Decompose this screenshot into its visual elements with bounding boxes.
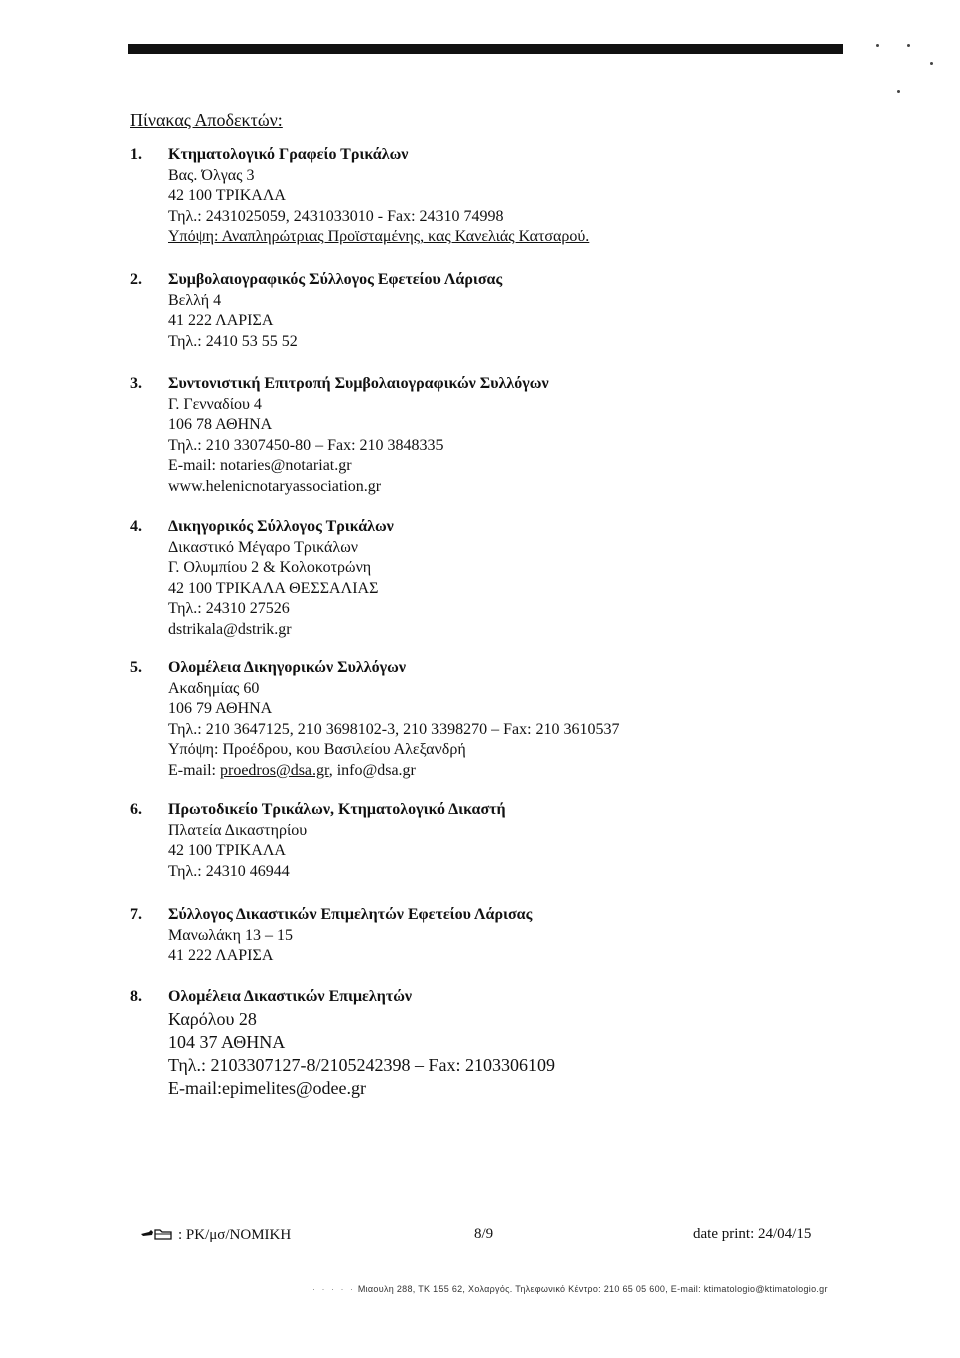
entry-number: 3.: [130, 375, 142, 392]
phone-line: Τηλ.: 210 3307450-80 – Fax: 210 3848335: [168, 436, 444, 454]
phone-line: Τηλ.: 2103307127-8/2105242398 – Fax: 2103306109: [168, 1054, 555, 1075]
address-line: 42 100 ΤΡΙΚΑΛΑ ΘΕΣΣΑΛΙΑΣ: [168, 579, 379, 597]
attention-line: Υπόψη: Προέδρου, κου Βασιλείου Αλεξανδρή: [168, 741, 466, 759]
address-line: Δικαστικό Μέγαρο Τρικάλων: [168, 538, 358, 556]
address-line: 42 100 ΤΡΙΚΑΛΑ: [168, 187, 286, 205]
address-line: 104 37 ΑΘΗΝΑ: [168, 1031, 286, 1052]
address-line: 41 222 ΛΑΡΙΣΑ: [168, 947, 274, 965]
phone-line: Τηλ.: 210 3647125, 210 3698102-3, 210 3398270 – Fax: 210 3610537: [168, 720, 620, 738]
top-scan-bar: [128, 44, 843, 54]
entry-name: Συμβολαιογραφικός Σύλλογος Εφετείου Λάρισας: [168, 271, 503, 288]
recipient-entry-8: [130, 987, 555, 1100]
attention-line: Υπόψη: Αναπληρώτριας Προϊσταμένης, κας Κανελιάς Κατσαρού.: [168, 228, 590, 246]
recipients-table-title: Πίνακας Αποδεκτών:: [130, 110, 283, 130]
address-line: Μανωλάκη 13 – 15: [168, 926, 293, 944]
footer-contact-strip: [312, 1284, 828, 1294]
entry-name: Συντονιστική Επιτροπή Συμβολαιογραφικών Συλλόγων: [168, 375, 549, 392]
address-line: 106 78 ΑΘΗΝΑ: [168, 416, 273, 434]
entry-number: 5.: [130, 659, 142, 676]
recipient-entry-3: [130, 374, 549, 498]
address-line: Πλατεία Δικαστηρίου: [168, 821, 308, 839]
date-print: date print: 24/04/15: [693, 1226, 812, 1242]
entry-name: Δικηγορικός Σύλλογος Τρικάλων: [168, 518, 394, 535]
entry-number: 7.: [130, 906, 142, 923]
email-secondary: , info@dsa.gr: [328, 761, 416, 779]
entry-number: 2.: [130, 271, 142, 288]
pointing-hand-folder-icon: [140, 1226, 174, 1245]
address-line: 106 79 ΑΘΗΝΑ: [168, 700, 273, 718]
recipient-entry-1: [130, 145, 589, 248]
entry-number: 1.: [130, 146, 142, 163]
scan-speck: [897, 90, 900, 93]
strip-dots: · · · · ·: [312, 1284, 355, 1294]
strip-text: Μιαουλη 288, ΤΚ 155 62, Χολαργός. Τηλεφωνικό Κέντρο: 210 65 05 600, E-mail: ktimatologio@ktimatologio.gr: [357, 1284, 828, 1294]
address-line: 42 100 ΤΡΙΚΑΛΑ: [168, 842, 286, 860]
address-line: Ακαδημίας 60: [168, 679, 260, 697]
scan-speck: [930, 62, 933, 65]
recipient-entry-6: [130, 800, 506, 882]
email-line: [168, 761, 620, 782]
entry-name: Σύλλογος Δικαστικών Επιμελητών Εφετείου Λάρισας: [168, 906, 533, 923]
entry-name: Ολομέλεια Δικαστικών Επιμελητών: [168, 988, 413, 1005]
scan-speck: [907, 44, 910, 47]
address-line: Βελλή 4: [168, 291, 222, 309]
footer-reference: [140, 1226, 291, 1245]
entry-name: Πρωτοδικείο Τρικάλων, Κτηματολογικό Δικαστή: [168, 801, 506, 818]
phone-line: Τηλ.: 2431025059, 2431033010 - Fax: 24310 74998: [168, 207, 504, 225]
entry-number: 4.: [130, 518, 142, 535]
scan-speck: [876, 44, 879, 47]
entry-number: 8.: [130, 988, 142, 1005]
entry-name: Κτηματολογικό Γραφείο Τρικάλων: [168, 146, 409, 163]
recipient-entry-2: [130, 270, 502, 352]
email-link[interactable]: proedros@dsa.gr: [219, 761, 329, 779]
email-line: E-mail: notaries@notariat.gr: [168, 457, 352, 475]
address-line: Βας. Όλγας 3: [168, 166, 255, 184]
recipient-entry-7: [130, 905, 532, 967]
address-line: Γ. Γενναδίου 4: [168, 395, 262, 413]
email-line: E-mail:epimelites@odee.gr: [168, 1077, 367, 1098]
phone-line: Τηλ.: 24310 27526: [168, 600, 290, 618]
entry-number: 6.: [130, 801, 142, 818]
page-number: 8/9: [474, 1226, 494, 1242]
email-line: dstrikala@dstrik.gr: [168, 620, 292, 638]
recipient-entry-5: [130, 658, 620, 782]
website-line: www.helenicnotaryassociation.gr: [168, 477, 382, 495]
reference-code: : ΡΚ/μσ/ΝΟΜΙΚΗ: [178, 1227, 292, 1243]
address-line: Καρόλου 28: [168, 1008, 257, 1029]
address-line: 41 222 ΛΑΡΙΣΑ: [168, 312, 274, 330]
recipient-entry-4: [130, 517, 394, 641]
address-line: Γ. Ολυμπίου 2 & Κολοκοτρώνη: [168, 559, 372, 577]
email-label: E-mail:: [168, 761, 220, 779]
phone-line: Τηλ.: 2410 53 55 52: [168, 332, 298, 350]
phone-line: Τηλ.: 24310 46944: [168, 862, 290, 880]
entry-name: Ολομέλεια Δικηγορικών Συλλόγων: [168, 659, 406, 676]
